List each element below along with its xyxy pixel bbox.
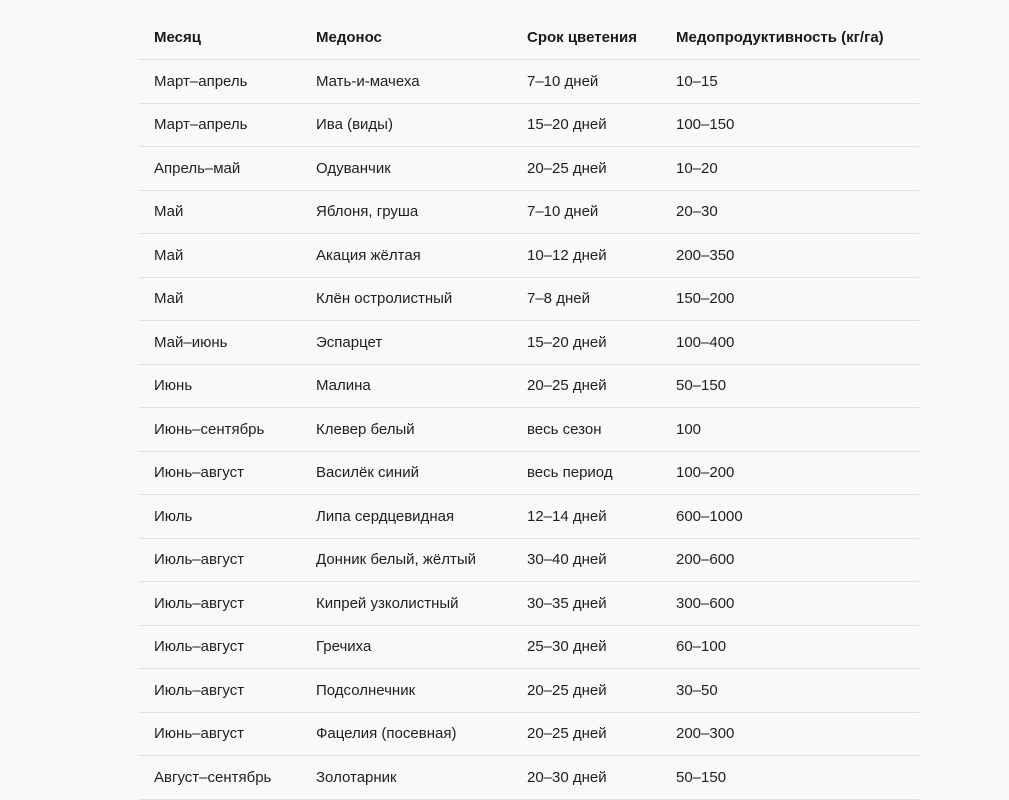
cell-honey-yield: 60–100 — [661, 625, 919, 669]
cell-plant: Кипрей узколистный — [301, 582, 512, 626]
cell-plant: Клевер белый — [301, 408, 512, 452]
cell-bloom-period: 10–12 дней — [512, 234, 661, 278]
header-row — [139, 15, 919, 60]
table-row — [139, 190, 919, 234]
cell-bloom-period: 7–10 дней — [512, 60, 661, 104]
cell-honey-yield: 100–400 — [661, 321, 919, 365]
cell-bloom-period: 20–30 дней — [512, 756, 661, 800]
cell-plant: Фацелия (посевная) — [301, 712, 512, 756]
cell-bloom-period: 20–25 дней — [512, 147, 661, 191]
cell-honey-yield: 30–50 — [661, 669, 919, 713]
cell-honey-yield: 100–200 — [661, 451, 919, 495]
cell-bloom-period: 7–10 дней — [512, 190, 661, 234]
cell-plant: Ива (виды) — [301, 103, 512, 147]
cell-plant: Донник белый, жёлтый — [301, 538, 512, 582]
cell-month: Июль–август — [139, 538, 301, 582]
table-row — [139, 451, 919, 495]
cell-honey-yield: 150–200 — [661, 277, 919, 321]
honey-plants-table — [139, 15, 919, 800]
table-header — [139, 15, 919, 60]
cell-bloom-period: 12–14 дней — [512, 495, 661, 539]
cell-bloom-period: 30–35 дней — [512, 582, 661, 626]
cell-honey-yield: 10–15 — [661, 60, 919, 104]
cell-month: Июль–август — [139, 625, 301, 669]
cell-month: Март–апрель — [139, 60, 301, 104]
cell-plant: Мать-и-мачеха — [301, 60, 512, 104]
cell-month: Июль–август — [139, 669, 301, 713]
cell-honey-yield: 100–150 — [661, 103, 919, 147]
cell-plant: Малина — [301, 364, 512, 408]
table-row — [139, 538, 919, 582]
cell-month: Июнь–август — [139, 451, 301, 495]
cell-bloom-period: 15–20 дней — [512, 321, 661, 365]
cell-bloom-period: 30–40 дней — [512, 538, 661, 582]
cell-bloom-period: весь период — [512, 451, 661, 495]
table-row — [139, 756, 919, 800]
cell-honey-yield: 200–600 — [661, 538, 919, 582]
cell-plant: Акация жёлтая — [301, 234, 512, 278]
cell-month: Июнь–сентябрь — [139, 408, 301, 452]
cell-plant: Эспарцет — [301, 321, 512, 365]
cell-honey-yield: 50–150 — [661, 756, 919, 800]
cell-honey-yield: 50–150 — [661, 364, 919, 408]
table-row — [139, 625, 919, 669]
table-row — [139, 277, 919, 321]
cell-plant: Золотарник — [301, 756, 512, 800]
cell-plant: Гречиха — [301, 625, 512, 669]
cell-honey-yield: 300–600 — [661, 582, 919, 626]
column-header-honey-yield: Медопродуктивность (кг/га) — [661, 15, 919, 60]
cell-month: Март–апрель — [139, 103, 301, 147]
cell-plant: Липа сердцевидная — [301, 495, 512, 539]
cell-month: Июнь — [139, 364, 301, 408]
table-body — [139, 60, 919, 800]
column-header-plant: Медонос — [301, 15, 512, 60]
cell-bloom-period: весь сезон — [512, 408, 661, 452]
table-row — [139, 234, 919, 278]
table-row — [139, 103, 919, 147]
cell-bloom-period: 20–25 дней — [512, 712, 661, 756]
cell-plant: Яблоня, груша — [301, 190, 512, 234]
cell-bloom-period: 15–20 дней — [512, 103, 661, 147]
cell-plant: Василёк синий — [301, 451, 512, 495]
column-header-bloom-period: Срок цветения — [512, 15, 661, 60]
table-row — [139, 321, 919, 365]
table-row — [139, 669, 919, 713]
table-row — [139, 147, 919, 191]
cell-month: Май — [139, 234, 301, 278]
cell-honey-yield: 20–30 — [661, 190, 919, 234]
table-row — [139, 712, 919, 756]
cell-month: Август–сентябрь — [139, 756, 301, 800]
cell-month: Июль — [139, 495, 301, 539]
cell-honey-yield: 200–350 — [661, 234, 919, 278]
table-row — [139, 495, 919, 539]
cell-plant: Подсолнечник — [301, 669, 512, 713]
table-row — [139, 364, 919, 408]
column-header-month: Месяц — [139, 15, 301, 60]
table-row — [139, 582, 919, 626]
cell-honey-yield: 10–20 — [661, 147, 919, 191]
honey-plants-table-container — [139, 15, 919, 800]
cell-honey-yield: 200–300 — [661, 712, 919, 756]
cell-plant: Одуванчик — [301, 147, 512, 191]
cell-bloom-period: 20–25 дней — [512, 669, 661, 713]
cell-bloom-period: 25–30 дней — [512, 625, 661, 669]
table-row — [139, 60, 919, 104]
cell-plant: Клён остролистный — [301, 277, 512, 321]
cell-month: Июнь–август — [139, 712, 301, 756]
table-row — [139, 408, 919, 452]
cell-month: Май — [139, 277, 301, 321]
cell-bloom-period: 7–8 дней — [512, 277, 661, 321]
cell-honey-yield: 600–1000 — [661, 495, 919, 539]
cell-bloom-period: 20–25 дней — [512, 364, 661, 408]
cell-honey-yield: 100 — [661, 408, 919, 452]
cell-month: Май — [139, 190, 301, 234]
cell-month: Май–июнь — [139, 321, 301, 365]
cell-month: Апрель–май — [139, 147, 301, 191]
cell-month: Июль–август — [139, 582, 301, 626]
